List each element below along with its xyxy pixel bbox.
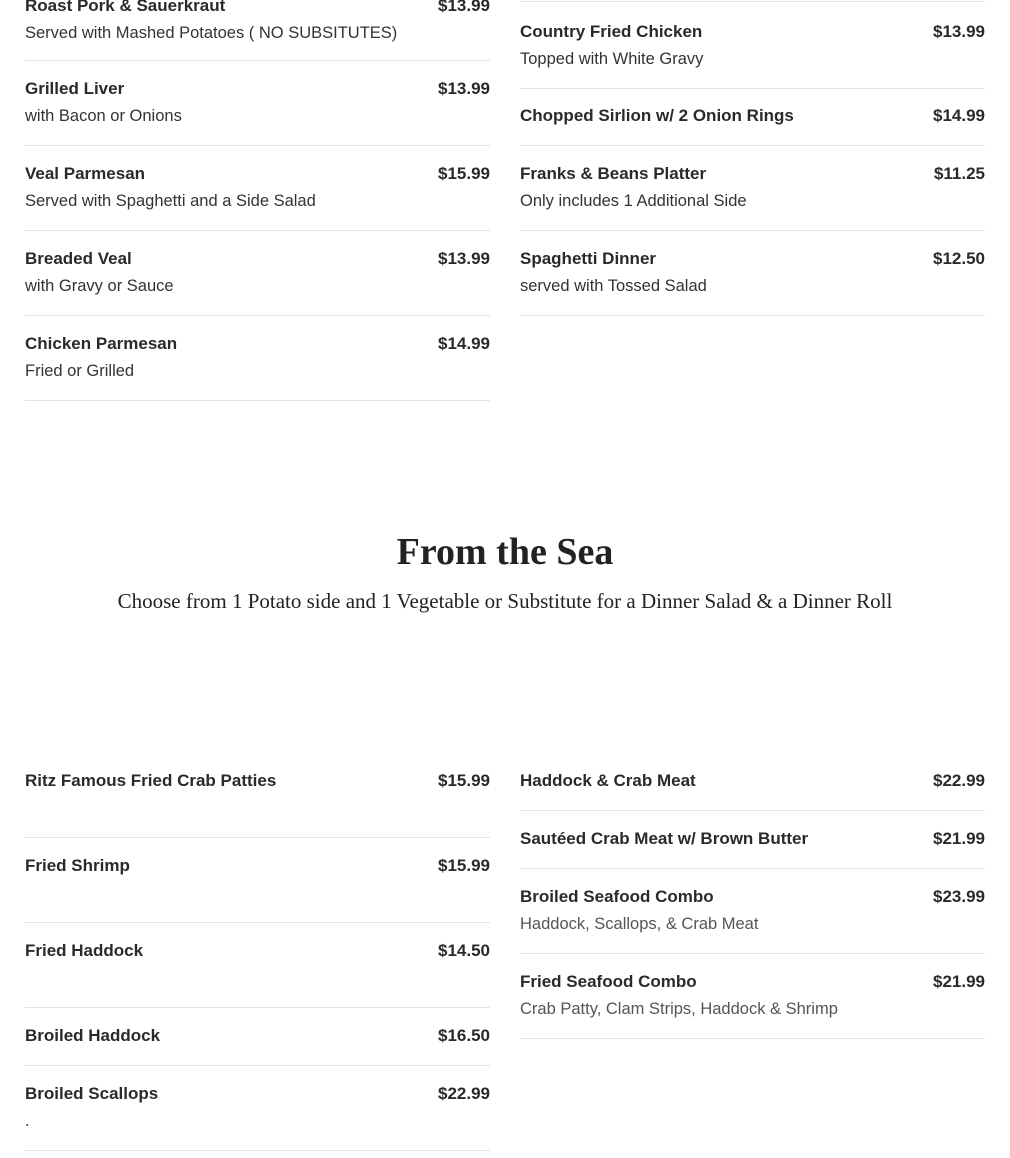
menu-item — [25, 939, 490, 1008]
item-price: $22.99 — [438, 1084, 490, 1103]
item-price: $15.99 — [438, 164, 490, 183]
item-name: Grilled Liver — [25, 79, 125, 98]
menu-item — [25, 769, 490, 838]
item-description: Haddock, Scallops, & Crab Meat — [520, 915, 759, 933]
item-description: Served with Spaghetti and a Side Salad — [25, 192, 316, 210]
item-name: Breaded Veal — [25, 249, 132, 268]
item-description: Only includes 1 Additional Side — [520, 192, 747, 210]
item-name: Country Fried Chicken — [520, 22, 703, 41]
item-name: Franks & Beans Platter — [520, 164, 707, 183]
section-title: From the Sea — [396, 531, 614, 573]
item-name: Chopped Sirlion w/ 2 Onion Rings — [520, 106, 794, 125]
item-price: $15.99 — [438, 856, 490, 875]
menu-item — [25, 1082, 490, 1151]
item-name: Ritz Famous Fried Crab Patties — [25, 771, 277, 790]
item-name: Broiled Seafood Combo — [520, 887, 714, 906]
menu-item — [520, 247, 985, 316]
item-description: Topped with White Gravy — [520, 50, 704, 68]
item-name: Roast Pork & Sauerkraut — [25, 0, 226, 15]
item-price: $13.99 — [438, 79, 490, 98]
item-price: $22.99 — [933, 771, 985, 790]
item-description: Crab Patty, Clam Strips, Haddock & Shrimp — [520, 1000, 838, 1018]
item-price: $11.25 — [933, 164, 985, 183]
item-name: Haddock & Crab Meat — [520, 771, 696, 790]
item-price: $13.99 — [438, 249, 490, 268]
item-description: Fried or Grilled — [25, 362, 135, 380]
item-name: Spaghetti Dinner — [520, 249, 657, 268]
item-price: $16.50 — [438, 1026, 490, 1045]
item-name: Chicken Parmesan — [25, 334, 178, 353]
item-price: $14.99 — [438, 334, 490, 353]
menu-item — [520, 827, 985, 869]
menu-item — [25, 247, 490, 316]
menu-item — [520, 970, 985, 1039]
item-name: Fried Seafood Combo — [520, 972, 697, 991]
item-name: Fried Haddock — [25, 941, 144, 960]
menu-item — [25, 162, 490, 231]
section-subtitle: Choose from 1 Potato side and 1 Vegetable or Substitute for a Dinner Salad & a Dinner Roll — [117, 589, 893, 613]
item-description: . — [25, 1112, 30, 1130]
item-price: $21.99 — [933, 972, 985, 991]
item-price: $14.99 — [933, 106, 985, 125]
item-price: $13.99 — [438, 0, 490, 15]
menu-item — [520, 769, 985, 811]
item-price: $21.99 — [933, 829, 985, 848]
item-price: $12.50 — [933, 249, 985, 268]
item-description: with Gravy or Sauce — [25, 277, 174, 295]
item-description: served with Tossed Salad — [520, 277, 707, 295]
menu-item — [25, 77, 490, 146]
item-price: $13.99 — [933, 22, 985, 41]
menu-item — [25, 854, 490, 923]
item-description: Served with Mashed Potatoes ( NO SUBSITUTES) — [25, 24, 398, 42]
menu-item — [25, 332, 490, 401]
item-price: $15.99 — [438, 771, 490, 790]
item-price: $23.99 — [933, 887, 985, 906]
menu-item — [520, 104, 985, 146]
item-name: Broiled Haddock — [25, 1026, 161, 1045]
item-name: Veal Parmesan — [25, 164, 146, 183]
item-name: Fried Shrimp — [25, 856, 130, 875]
item-price: $14.50 — [438, 941, 490, 960]
menu-item — [520, 885, 985, 954]
item-name: Broiled Scallops — [25, 1084, 159, 1103]
item-name: Sautéed Crab Meat w/ Brown Butter — [520, 829, 809, 848]
menu-item — [25, 0, 490, 61]
menu-item — [25, 1024, 490, 1066]
item-description: with Bacon or Onions — [25, 107, 182, 125]
menu-item — [520, 162, 985, 231]
menu-item — [520, 1, 985, 89]
